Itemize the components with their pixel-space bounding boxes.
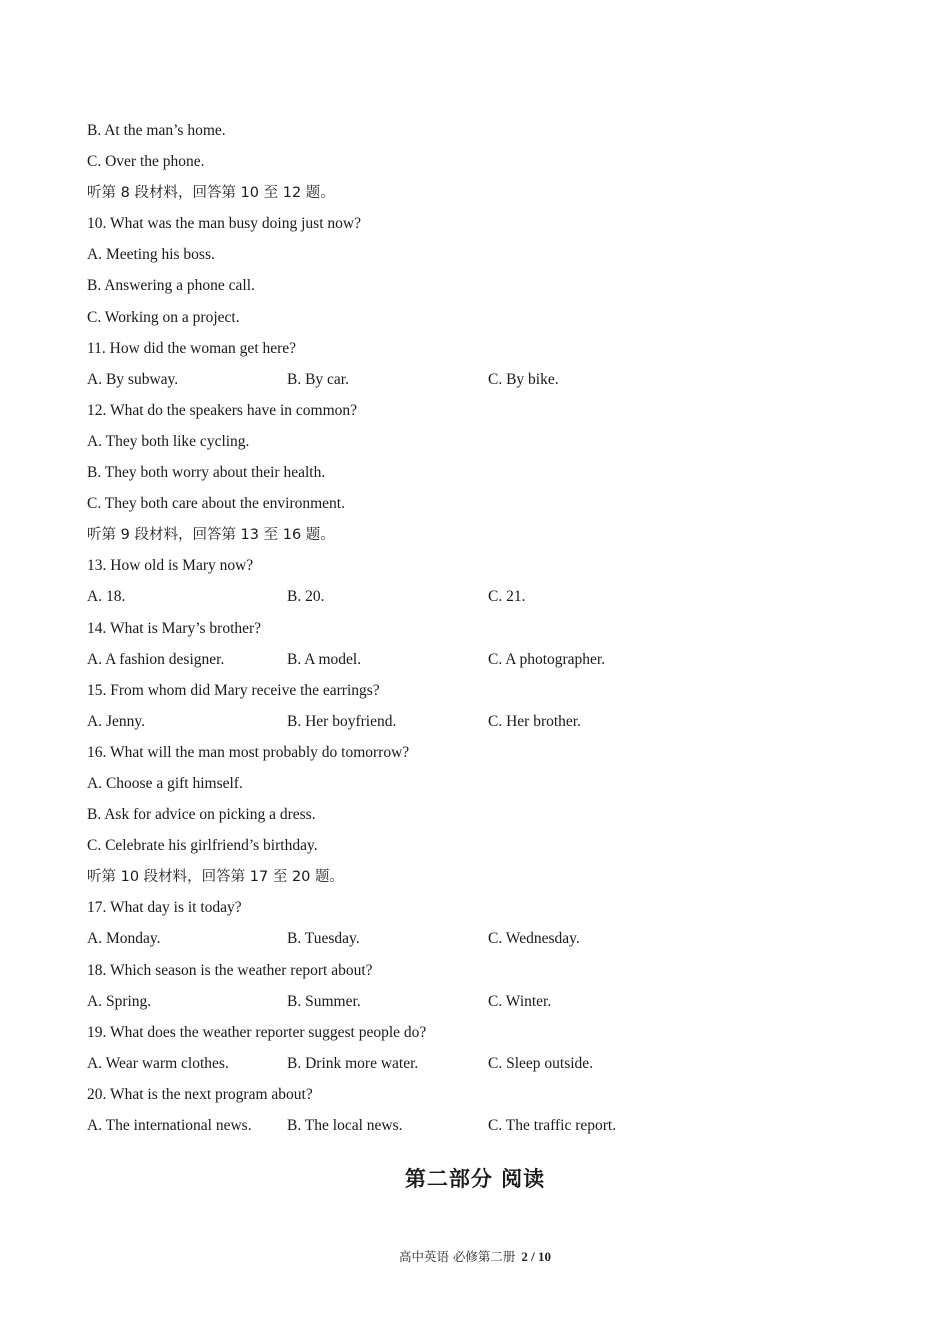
option-a: A. Jenny. <box>87 712 145 730</box>
option-c: C. By bike. <box>488 370 559 388</box>
question-stem: 16. What will the man most probably do tomorrow? <box>87 743 410 761</box>
option-a: A. The international news. <box>87 1117 252 1134</box>
listening-instruction: 听第 10 段材料，回答第 17 至 20 题。 <box>87 869 345 886</box>
question-stem: 17. What day is it today? <box>87 899 242 917</box>
answer-option: C. Celebrate his girlfriend’s birthday. <box>87 837 318 855</box>
option-row <box>87 927 867 958</box>
option-b: B. A model. <box>287 650 362 668</box>
option-b: B. By car. <box>287 370 349 388</box>
option-row <box>87 990 867 1021</box>
option-a: A. By subway. <box>87 370 179 388</box>
question-stem: 15. From whom did Mary receive the earrings? <box>87 681 380 699</box>
option-row <box>87 368 867 399</box>
option-a: A. 18. <box>87 588 126 606</box>
option-b: B. Tuesday. <box>287 930 360 948</box>
answer-option: B. Answering a phone call. <box>87 277 255 295</box>
option-c: C. The traffic report. <box>488 1117 617 1134</box>
question-stem: 12. What do the speakers have in common? <box>87 401 358 419</box>
option-c: C. Sleep outside. <box>488 1054 594 1072</box>
section-title: 第二部分 阅读 <box>404 1167 546 1191</box>
question-stem: 10. What was the man busy doing just now? <box>87 215 361 233</box>
answer-option: C. They both care about the environment. <box>87 495 345 513</box>
question-stem: 14. What is Mary’s brother? <box>87 619 262 637</box>
question-stem: 20. What is the next program about? <box>87 1085 313 1103</box>
question-stem: 11. How did the woman get here? <box>87 339 297 357</box>
answer-option: B. They both worry about their health. <box>87 464 326 482</box>
option-a: A. A fashion designer. <box>87 650 225 668</box>
answer-option: B. Ask for advice on picking a dress. <box>87 806 316 824</box>
option-a: A. Spring. <box>87 992 152 1010</box>
option-row <box>87 1052 867 1083</box>
option-c: C. Wednesday. <box>488 930 580 948</box>
answer-option: B. At the man’s home. <box>87 122 226 139</box>
option-row <box>87 1114 867 1145</box>
answer-option: A. Meeting his boss. <box>87 246 215 264</box>
document-body <box>87 119 867 1145</box>
answer-option: C. Working on a project. <box>87 308 240 326</box>
option-a: A. Monday. <box>87 930 161 948</box>
option-c: C. Winter. <box>488 992 552 1010</box>
listening-instruction: 听第 9 段材料，回答第 13 至 16 题。 <box>87 527 335 544</box>
answer-option: A. They both like cycling. <box>87 432 250 450</box>
option-b: B. Drink more water. <box>287 1054 419 1072</box>
question-stem: 18. Which season is the weather report about? <box>87 961 373 979</box>
option-c: C. A photographer. <box>488 650 606 668</box>
option-b: B. Her boyfriend. <box>287 712 397 730</box>
answer-option: A. Choose a gift himself. <box>87 774 243 792</box>
option-a: A. Wear warm clothes. <box>87 1054 229 1072</box>
option-row <box>87 585 867 616</box>
listening-instruction: 听第 8 段材料，回答第 10 至 12 题。 <box>87 185 335 202</box>
page-footer <box>0 1247 950 1265</box>
option-c: C. Her brother. <box>488 712 581 730</box>
option-c: C. 21. <box>488 588 526 606</box>
question-stem: 13. How old is Mary now? <box>87 557 254 575</box>
option-b: B. The local news. <box>287 1117 403 1134</box>
question-stem: 19. What does the weather reporter suggest people do? <box>87 1023 427 1041</box>
footer-text: 高中英语 必修第二册 <box>398 1249 516 1264</box>
option-b: B. Summer. <box>287 992 361 1010</box>
option-row <box>87 710 867 741</box>
answer-option: C. Over the phone. <box>87 153 205 171</box>
page-number: 2 / 10 <box>521 1249 552 1264</box>
option-b: B. 20. <box>287 588 325 606</box>
option-row <box>87 648 867 679</box>
